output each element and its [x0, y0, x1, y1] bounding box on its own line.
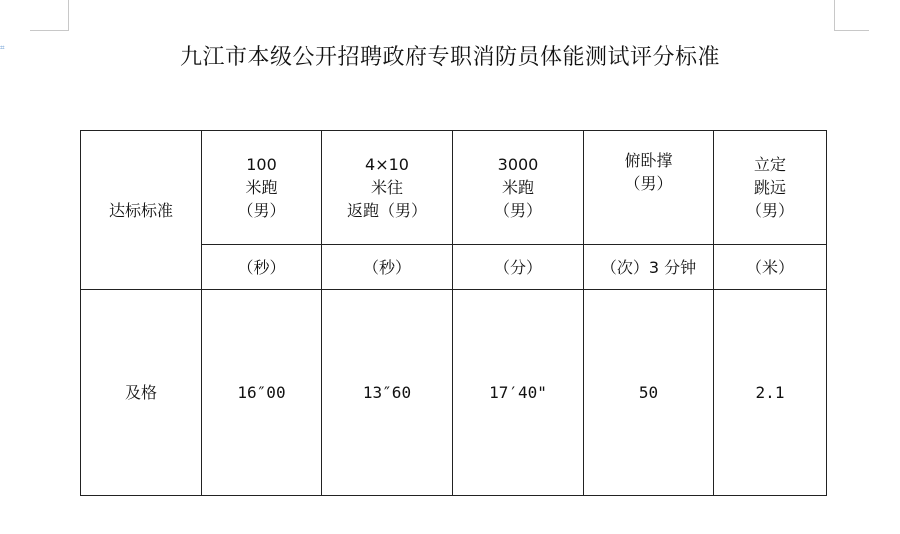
column-header-line: （男）	[624, 174, 673, 193]
document-title: 九江市本级公开招聘政府专职消防员体能测试评分标准	[179, 45, 720, 70]
table-header-row	[81, 131, 827, 245]
column-header-line: 返跑（男）	[346, 201, 427, 220]
value-cell: 13″60	[322, 290, 453, 496]
column-header-line: 100	[246, 155, 277, 174]
value-cell: 16″00	[202, 290, 322, 496]
column-header-line: （男）	[493, 201, 542, 220]
column-header-line: 3000	[497, 155, 539, 174]
column-header-100m	[202, 131, 322, 245]
row-label-cell: 及格	[81, 290, 202, 496]
unit-cell: （米）	[714, 245, 827, 290]
column-header-line: （男）	[745, 201, 794, 220]
column-header-line: 米往	[370, 178, 403, 197]
value-cell: 2.1	[714, 290, 827, 496]
column-header-standing-jump	[714, 131, 827, 245]
unit-cell: （秒）	[202, 245, 322, 290]
column-header-line: 4×10	[365, 155, 409, 174]
column-header-line: 米跑	[501, 178, 534, 197]
row-header-label: 达标标准	[108, 200, 173, 220]
anchor-icon: ⌗	[0, 43, 5, 52]
unit-cell: （次）3 分钟	[584, 245, 714, 290]
column-header-3000m	[453, 131, 584, 245]
table-row	[81, 290, 827, 496]
value-cell: 50	[584, 290, 714, 496]
unit-cell: （分）	[453, 245, 584, 290]
column-header-line: 立定	[753, 155, 786, 174]
page-corner-mark-right	[834, 0, 869, 31]
column-header-line: （男）	[237, 201, 286, 220]
scoring-standard-table	[80, 130, 827, 496]
column-header-line: 俯卧撑	[624, 151, 673, 170]
column-header-push-ups	[584, 131, 714, 245]
column-header-line: 跳远	[753, 178, 786, 197]
column-header-line: 米跑	[245, 178, 278, 197]
row-header-cell	[81, 131, 202, 290]
value-cell: 17′40"	[453, 290, 584, 496]
column-header-shuttle-run	[322, 131, 453, 245]
unit-cell: （秒）	[322, 245, 453, 290]
page-corner-mark-left	[30, 0, 69, 31]
